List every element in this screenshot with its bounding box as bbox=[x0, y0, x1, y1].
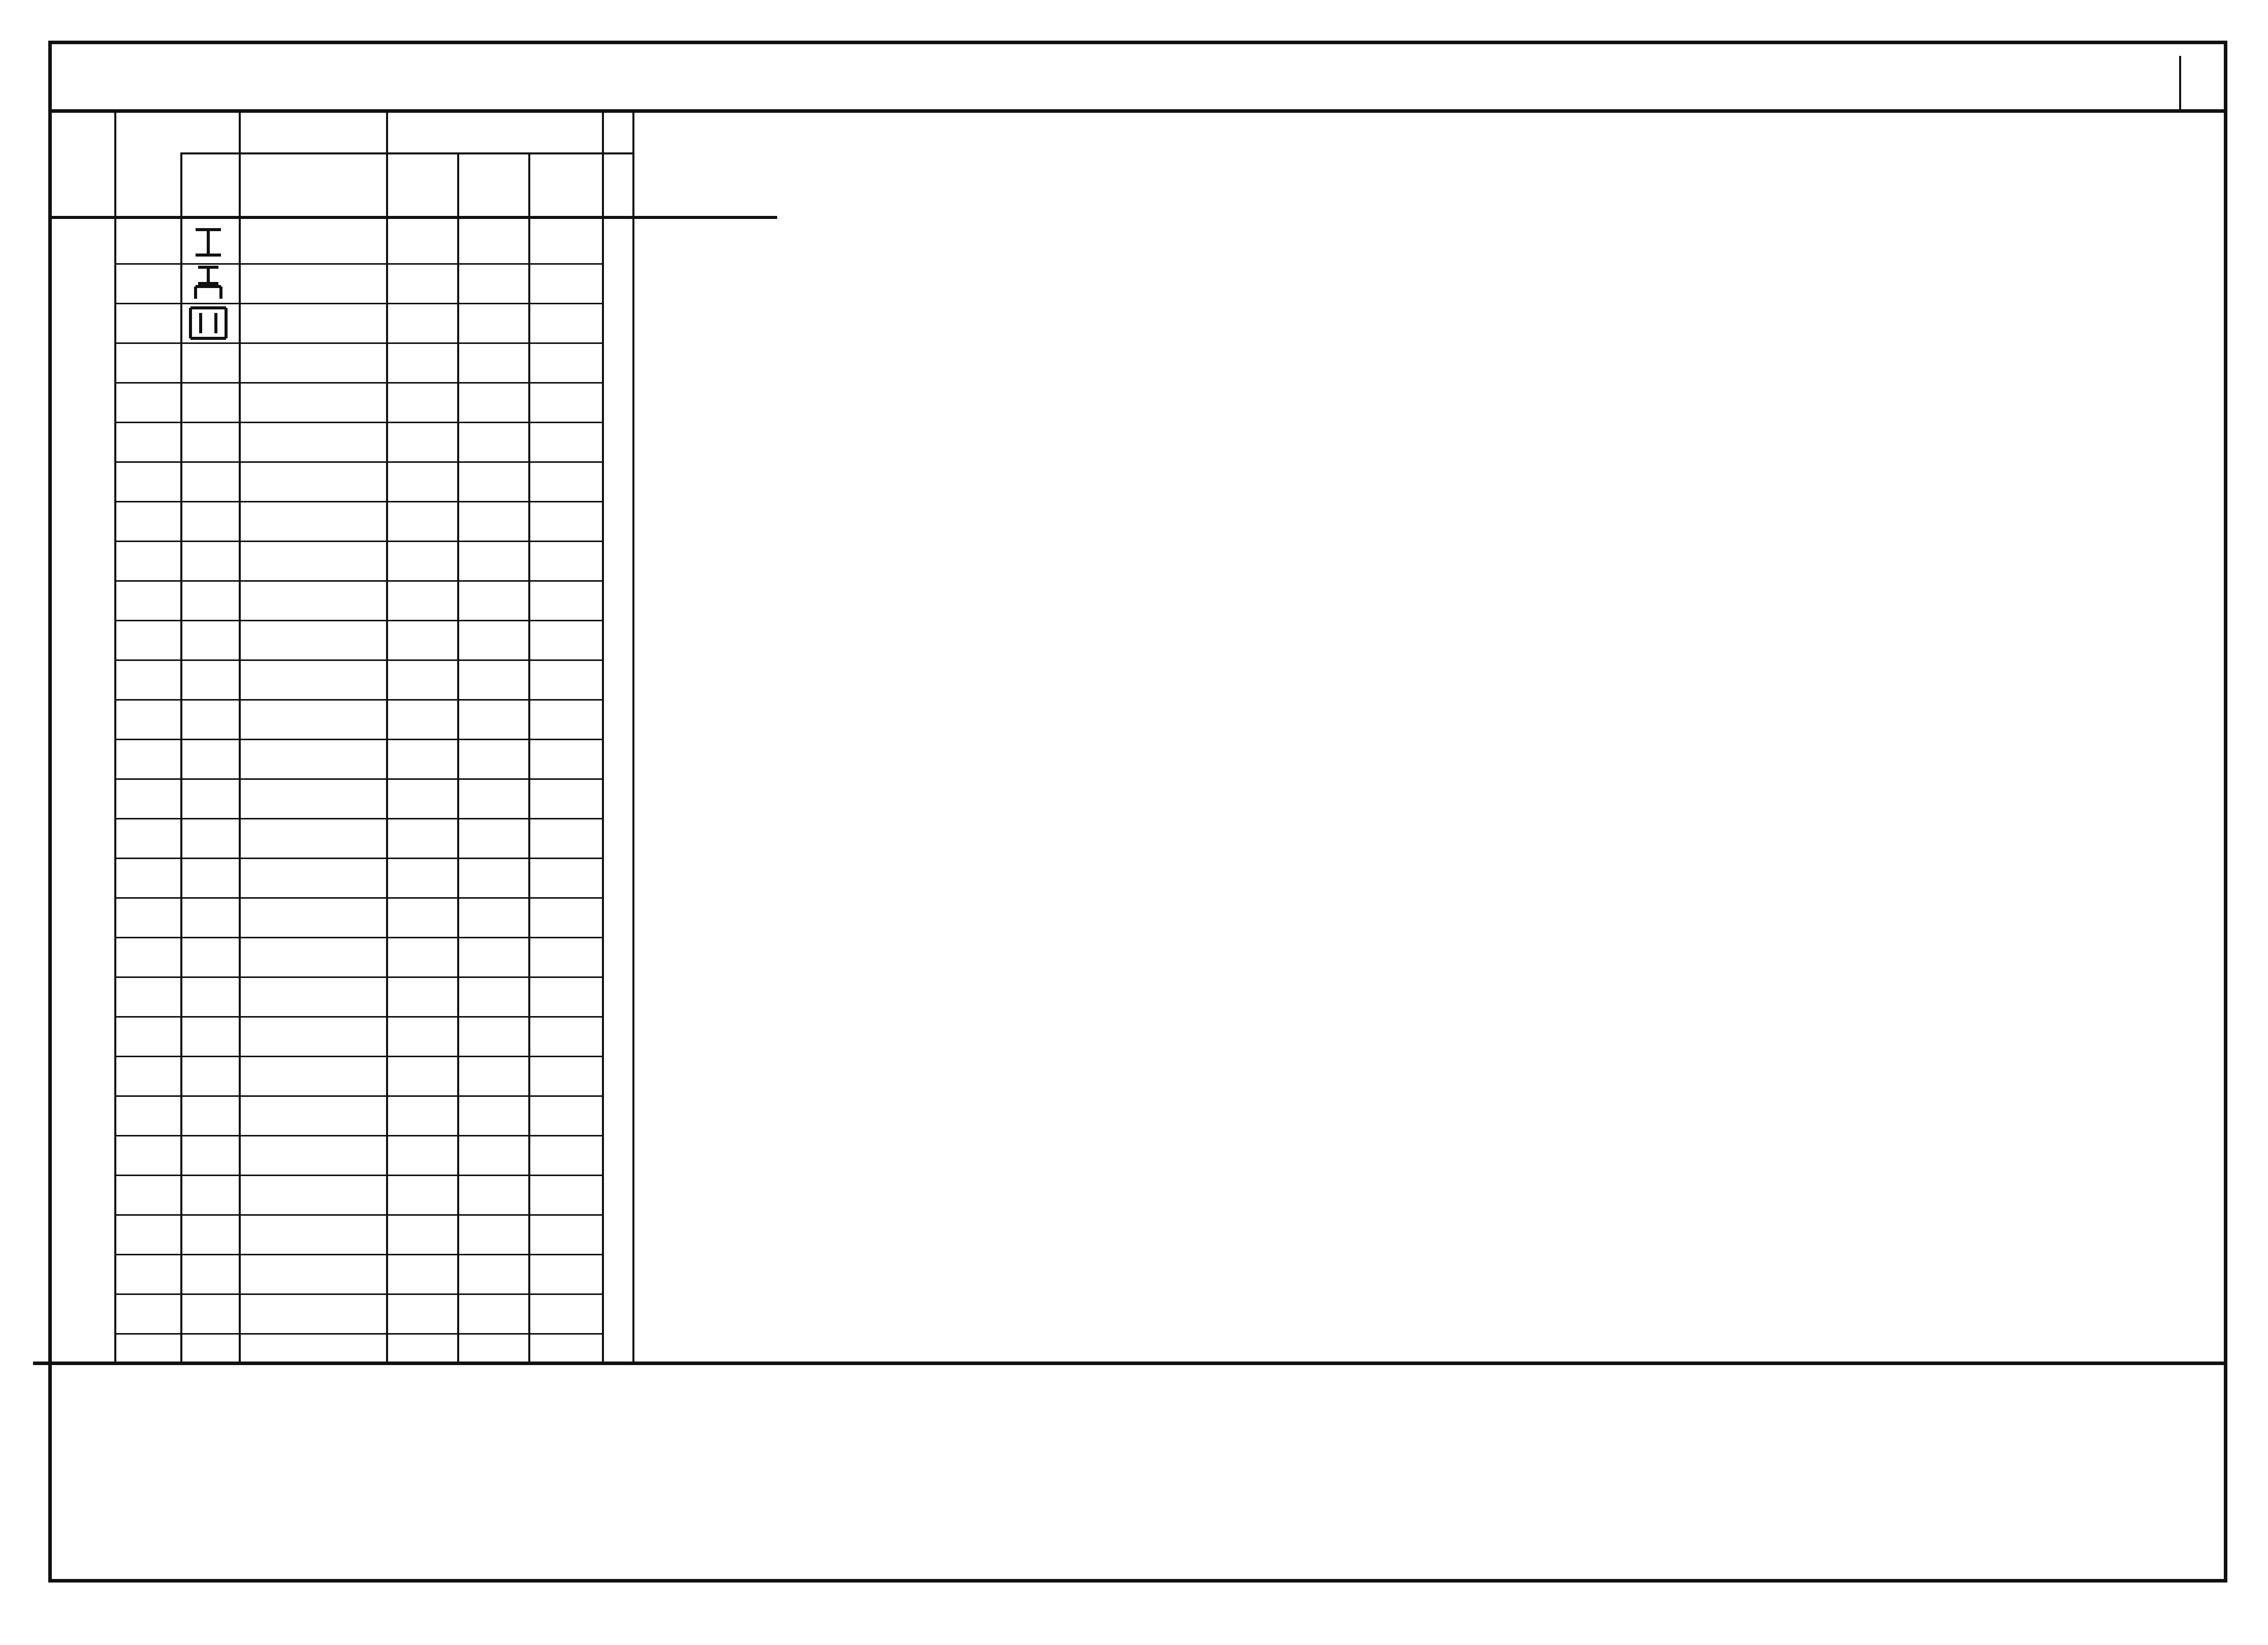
row-line bbox=[114, 620, 602, 621]
row-line bbox=[114, 342, 602, 344]
row-line bbox=[114, 659, 602, 661]
row-line bbox=[114, 1056, 602, 1057]
row-line bbox=[114, 580, 602, 582]
header-mid-line bbox=[180, 152, 632, 154]
row-line bbox=[114, 937, 602, 938]
row-line bbox=[114, 1254, 602, 1255]
built-up-section-icon bbox=[180, 263, 236, 303]
row-line bbox=[114, 422, 602, 423]
row-line bbox=[114, 461, 602, 463]
i-beam-icon bbox=[180, 224, 236, 263]
column-line bbox=[114, 109, 116, 1362]
row-line bbox=[114, 501, 602, 502]
row-line bbox=[114, 699, 602, 701]
column-line bbox=[386, 109, 388, 1362]
row-line bbox=[114, 1175, 602, 1176]
row-line bbox=[114, 1016, 602, 1018]
row-line bbox=[114, 1135, 602, 1136]
header-bottom-line bbox=[48, 216, 777, 219]
row-line bbox=[114, 897, 602, 899]
column-line bbox=[528, 152, 530, 1362]
row-line bbox=[114, 778, 602, 780]
row-line bbox=[114, 1214, 602, 1216]
row-line bbox=[114, 1333, 602, 1335]
table-top-line bbox=[48, 109, 2227, 113]
corner-box-line bbox=[2179, 56, 2181, 109]
row-line bbox=[114, 858, 602, 859]
row-line bbox=[114, 382, 602, 384]
column-line bbox=[457, 152, 459, 1362]
row-line bbox=[114, 976, 602, 978]
column-line bbox=[602, 109, 604, 1362]
table-bottom-line bbox=[33, 1362, 2227, 1365]
drawing-frame bbox=[48, 41, 2227, 1583]
column-line bbox=[239, 109, 241, 1362]
row-line bbox=[114, 1293, 602, 1295]
row-line bbox=[114, 541, 602, 542]
row-line bbox=[114, 1095, 602, 1097]
row-line bbox=[114, 818, 602, 819]
column-line bbox=[632, 109, 634, 1362]
row-line bbox=[114, 739, 602, 740]
lattice-section-icon bbox=[180, 303, 236, 342]
